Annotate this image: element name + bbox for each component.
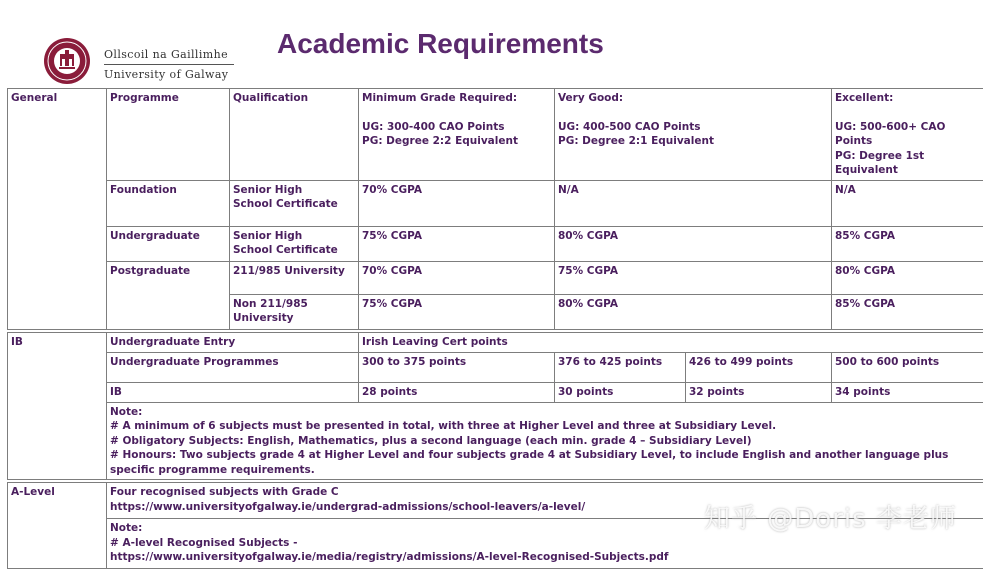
minimum-pg: PG: Degree 2:2 Equivalent	[362, 134, 551, 149]
excellent-cell: 80% CGPA	[832, 261, 983, 294]
ib-note-line: # Obligatory Subjects: English, Mathematics, plus a second language (each min. grade 4 – Subsidiary Level)	[110, 434, 980, 449]
ib-entry-value: Irish Leaving Cert points	[359, 332, 983, 352]
university-name-irish: Ollscoil na Gaillimhe	[104, 48, 234, 61]
points-cell: 32 points	[686, 382, 832, 402]
minimum-cell: 75% CGPA	[359, 294, 555, 329]
very-good-ug: UG: 400-500 CAO Points	[558, 120, 828, 135]
table-row	[8, 261, 983, 294]
very-good-cell: 80% CGPA	[555, 226, 832, 261]
excellent-ug: UG: 500-600+ CAO Points	[835, 120, 980, 149]
very-good-label: Very Good:	[558, 91, 828, 106]
ib-note-line: # A minimum of 6 subjects must be presented in total, with three at Higher Level and three at Subsidiary Level.	[110, 419, 980, 434]
zhihu-watermark: 知乎 @Doris 李老师	[704, 498, 957, 535]
ib-note	[107, 402, 983, 480]
points-cell: 34 points	[832, 382, 983, 402]
section-label-general: General	[8, 89, 107, 330]
alevel-note-title: Note:	[110, 521, 980, 536]
points-cell: 30 points	[555, 382, 686, 402]
ib-points-row	[8, 382, 983, 402]
section-label-ib: IB	[8, 332, 107, 480]
ib-label: IB	[107, 382, 359, 402]
ib-entry-label: Undergraduate Entry	[107, 332, 359, 352]
minimum-cell: 70% CGPA	[359, 261, 555, 294]
university-wordmark	[104, 48, 234, 81]
excellent-cell: 85% CGPA	[832, 226, 983, 261]
ib-entry-row	[8, 332, 983, 352]
university-name-english: University of Galway	[104, 68, 234, 81]
qualification-line: Senior High	[233, 229, 355, 244]
qualification-cell	[230, 226, 359, 261]
excellent-pg: PG: Degree 1st Equivalent	[835, 149, 980, 178]
band-cell: 376 to 425 points	[555, 352, 686, 382]
excellent-cell: N/A	[832, 180, 983, 226]
minimum-label: Minimum Grade Required:	[362, 91, 551, 106]
qualification-line: Senior High	[233, 183, 355, 198]
minimum-cell: 70% CGPA	[359, 180, 555, 226]
table-row	[8, 226, 983, 261]
very-good-cell: 80% CGPA	[555, 294, 832, 329]
qualification-line: School Certificate	[233, 243, 355, 258]
page-header	[0, 0, 983, 88]
alevel-req-link[interactable]: https://www.universityofgalway.ie/undergrad-admissions/school-leavers/a-level/	[110, 500, 980, 515]
col-head-minimum	[359, 89, 555, 181]
alevel-req-text: Four recognised subjects with Grade C	[110, 485, 980, 500]
ib-note-row	[8, 402, 983, 480]
general-header-row	[8, 89, 983, 181]
band-cell: 500 to 600 points	[832, 352, 983, 382]
qualification-cell	[230, 294, 359, 329]
col-head-very-good	[555, 89, 832, 181]
qualification-line: University	[233, 311, 355, 326]
programme-cell: Postgraduate	[107, 261, 230, 329]
minimum-ug: UG: 300-400 CAO Points	[362, 120, 551, 135]
col-head-excellent	[832, 89, 983, 181]
alevel-note-line: # A-level Recognised Subjects -	[110, 536, 980, 551]
points-cell: 28 points	[359, 382, 555, 402]
col-head-qualification: Qualification	[230, 89, 359, 181]
ib-programmes-label: Undergraduate Programmes	[107, 352, 359, 382]
qualification-line: 211/985 University	[233, 264, 355, 279]
ib-note-line: # Honours: Two subjects grade 4 at Higher Level and four subjects grade 4 at Subsidiary Level, to include English and another language plus specific programme requirements.	[110, 448, 980, 477]
qualification-line: School Certificate	[233, 197, 355, 212]
qualification-cell	[230, 261, 359, 294]
requirements-table	[7, 88, 983, 569]
table-row	[8, 180, 983, 226]
ib-note-title: Note:	[110, 405, 980, 420]
very-good-cell: N/A	[555, 180, 832, 226]
alevel-note-link[interactable]: https://www.universityofgalway.ie/media/registry/admissions/A-level-Recognised-Subjects.pdf	[110, 550, 980, 565]
page-title: Academic Requirements	[277, 28, 604, 60]
ib-bands-row	[8, 352, 983, 382]
minimum-cell: 75% CGPA	[359, 226, 555, 261]
programme-cell: Undergraduate	[107, 226, 230, 261]
wordmark-divider	[104, 64, 234, 65]
very-good-pg: PG: Degree 2:1 Equivalent	[558, 134, 828, 149]
qualification-cell	[230, 180, 359, 226]
university-seal-logo	[44, 38, 90, 84]
excellent-cell: 85% CGPA	[832, 294, 983, 329]
band-cell: 300 to 375 points	[359, 352, 555, 382]
very-good-cell: 75% CGPA	[555, 261, 832, 294]
band-cell: 426 to 499 points	[686, 352, 832, 382]
programme-cell: Foundation	[107, 180, 230, 226]
excellent-label: Excellent:	[835, 91, 980, 106]
col-head-programme: Programme	[107, 89, 230, 181]
section-label-alevel: A-Level	[8, 483, 107, 569]
qualification-line: Non 211/985	[233, 297, 355, 312]
